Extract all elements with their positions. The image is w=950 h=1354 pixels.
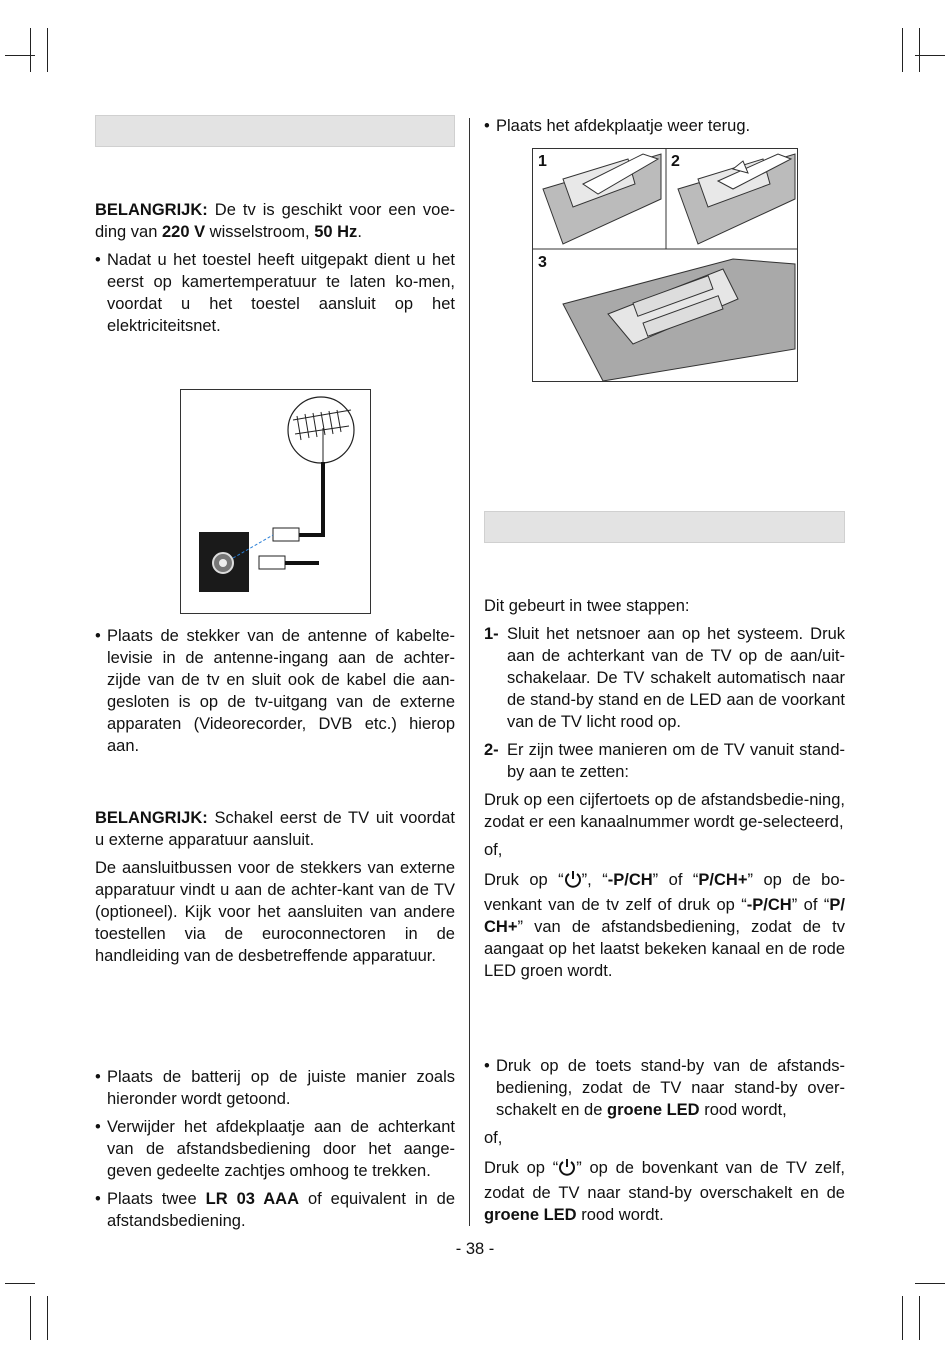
crop-mark [47, 1296, 48, 1340]
remote-battery-illustration [533, 149, 797, 381]
crop-mark [47, 28, 48, 72]
bullet-two-batteries: • Plaats twee LR 03 AAA of equivalent in de afstandsbediening. [95, 1188, 455, 1232]
section-header-band [95, 115, 455, 147]
figure-label-3: 3 [538, 254, 547, 271]
crop-mark [919, 1296, 920, 1340]
battery-insert-figure [532, 148, 798, 382]
antenna-illustration [181, 390, 370, 613]
section-header-band [484, 511, 845, 543]
or-text: of, [484, 1129, 503, 1147]
bullet-antenna-plug: • Plaats de stekker van de antenne of kabelte-levisie in de antenne-ingang aan de achter-zijde van de tv en sluit ook de kabel die aan-gesloten is op de tv-uitgang van de externe apparaten (Videorecorder, DVB etc.) hierop aan. [95, 625, 455, 757]
crop-mark [30, 1296, 31, 1340]
important-switch-off: BELANGRIJK: Schakel eerst de TV uit voordat u externe apparatuur aansluit. [95, 809, 455, 849]
important-voltage: BELANGRIJK: De tv is geschikt voor een voe-ding van 220 V wisselstroom, 50 Hz. • Nadat u het toestel heeft uitgepakt dient u het eerst op kamertemperatuur te laten ko-men, voordat u het toestel aansluit op het elektriciteitsnet. [95, 199, 455, 337]
step-2: 2- Er zijn twee manieren om de TV vanuit stand-by aan te zetten: [484, 741, 845, 781]
crop-mark [919, 28, 920, 72]
crop-mark [915, 1283, 945, 1284]
crop-mark [902, 1296, 903, 1340]
steps-intro: Dit gebeurt in twee stappen: [484, 597, 690, 615]
crop-mark [5, 1283, 35, 1284]
bullet-room-temperature: • Nadat u het toestel heeft uitgepakt dient u het eerst op kamertemperatuur te laten ko-men, voordat u het toestel aansluit op het elektriciteitsnet. [95, 249, 455, 337]
power-icon [564, 870, 582, 894]
antenna-connection-figure [180, 389, 371, 614]
bullet-battery-place: • Plaats de batterij op de juiste manier zoals hieronder wordt getoond. [95, 1066, 455, 1110]
page-number: - 38 - [455, 1240, 495, 1258]
bullet-standby-remote: • Druk op de toets stand-by van de afstands-bediening, zodat de TV naar stand-by over-schakelt en de groene LED rood wordt, [484, 1055, 845, 1121]
digit-key-paragraph: Druk op een cijfertoets op de afstandsbedie-ning, zodat er een kanaalnummer wordt ge-selecteerd, [484, 791, 845, 831]
crop-mark [5, 55, 35, 56]
or-text: of, [484, 841, 503, 859]
figure-label-2: 2 [671, 153, 680, 170]
step-1: 1- Sluit het netsnoer aan op het systeem. Druk aan de achterkant van de TV op de aan/uit-schakelaar. De TV schakelt automatisch naar de stand-by stand en de LED aan de voorkant van de TV licht rood op. [484, 625, 845, 731]
crop-mark [915, 55, 945, 56]
bullet-cover-remove: • Verwijder het afdekplaatje aan de achterkant van de afstandsbediening door het aange-geven gedeelte zachtjes omhoog te trekken. [95, 1116, 455, 1182]
sockets-paragraph: De aansluitbussen voor de stekkers van externe apparatuur vindt u aan de achter-kant van de TV (optioneel). Kijk voor het aansluiten van andere toestellen via de euroconnectoren in de handleiding van de desbetreffende apparatuur. [95, 859, 455, 965]
power-button-paragraph: Druk op “ ”, “-P/CH” of “P/CH+” op de bo-venkant van de tv zelf of druk op “-P/CH” of “P/ CH+” van de afstandsbediening, zodat de tv aangaat op het laatst bekeken kanaal en de rode LED groen wordt. [484, 871, 845, 980]
crop-mark [30, 28, 31, 72]
power-icon [558, 1158, 576, 1182]
bullet-cover-back: • Plaats het afdekplaatje weer terug. [484, 115, 845, 137]
crop-mark [902, 28, 903, 72]
standby-top-paragraph: Druk op “ ” op de bovenkant van de TV zelf, zodat de TV naar stand-by overschakelt en de groene LED rood wordt. [484, 1159, 845, 1224]
figure-label-1: 1 [538, 153, 547, 170]
column-divider [469, 118, 470, 1226]
